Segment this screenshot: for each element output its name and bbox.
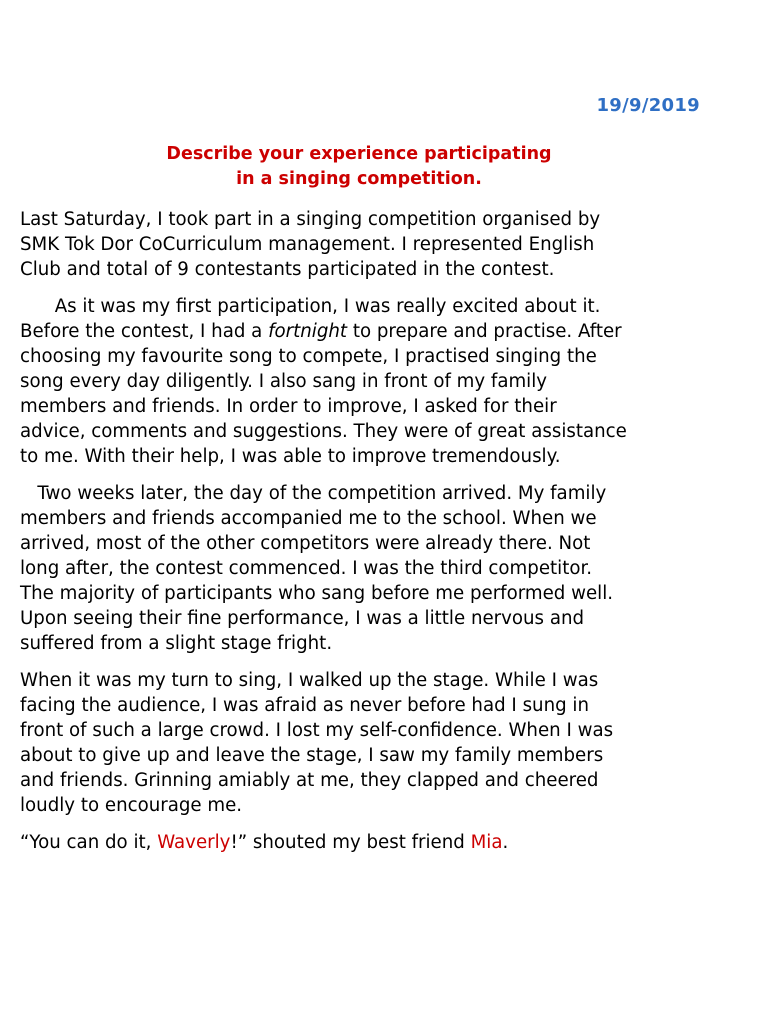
paragraph-line: Upon seeing their fine performance, I was a little nervous and <box>20 608 585 629</box>
essay-title-line-1: Describe your experience participating <box>166 144 552 164</box>
paragraph-3 <box>20 481 740 656</box>
paragraph-line: arrived, most of the other competitors were already there. Not <box>20 533 591 554</box>
paragraph-2 <box>20 294 740 469</box>
character-name-waverly: Waverly <box>157 832 231 853</box>
text-segment: Before the contest, I had a <box>20 321 269 342</box>
paragraph-line: to me. With their help, I was able to improve tremendously. <box>20 446 561 467</box>
paragraph-line: members and friends. In order to improve, I asked for their <box>20 396 557 417</box>
paragraph-1 <box>20 207 740 282</box>
text-segment: !” shouted my best friend <box>230 832 471 853</box>
essay-body <box>20 207 740 867</box>
text-segment: . <box>502 832 509 853</box>
paragraph-line: song every day diligently. I also sang in front of my family <box>20 371 548 392</box>
paragraph-line: members and friends accompanied me to the school. When we <box>20 508 597 529</box>
essay-date: 19/9/2019 <box>596 95 700 116</box>
paragraph-line: The majority of participants who sang before me performed well. <box>20 583 614 604</box>
paragraph-line: and friends. Grinning amiably at me, they clapped and cheered <box>20 770 599 791</box>
paragraph-line: long after, the contest commenced. I was the third competitor. <box>20 558 593 579</box>
paragraph-5 <box>20 830 740 855</box>
paragraph-line: facing the audience, I was afraid as never before had I sung in <box>20 695 590 716</box>
paragraph-line: When it was my turn to sing, I walked up the stage. While I was <box>20 670 599 691</box>
paragraph-4 <box>20 668 740 818</box>
paragraph-line: suffered from a slight stage fright. <box>20 633 333 654</box>
paragraph-line: Last Saturday, I took part in a singing competition organised by <box>20 209 601 230</box>
paragraph-line: advice, comments and suggestions. They were of great assistance <box>20 421 627 442</box>
paragraph-line: choosing my favourite song to compete, I practised singing the <box>20 346 597 367</box>
character-name-mia: Mia <box>470 832 503 853</box>
paragraph-line: Two weeks later, the day of the competition arrived. My family <box>20 483 607 504</box>
essay-title-line-2: in a singing competition. <box>236 169 482 189</box>
italic-word: fortnight <box>268 321 348 342</box>
paragraph-line: about to give up and leave the stage, I saw my family members <box>20 745 604 766</box>
text-segment: “You can do it, <box>20 832 158 853</box>
paragraph-line: Club and total of 9 contestants participated in the contest. <box>20 259 555 280</box>
paragraph-line <box>20 319 740 344</box>
text-segment: to prepare and practise. After <box>347 321 622 342</box>
paragraph-line <box>20 830 740 855</box>
essay-title <box>0 142 718 192</box>
paragraph-line: loudly to encourage me. <box>20 795 243 816</box>
paragraph-line: SMK Tok Dor CoCurriculum management. I represented English <box>20 234 595 255</box>
paragraph-line: As it was my first participation, I was really excited about it. <box>20 296 601 317</box>
paragraph-line: front of such a large crowd. I lost my self-confidence. When I was <box>20 720 614 741</box>
